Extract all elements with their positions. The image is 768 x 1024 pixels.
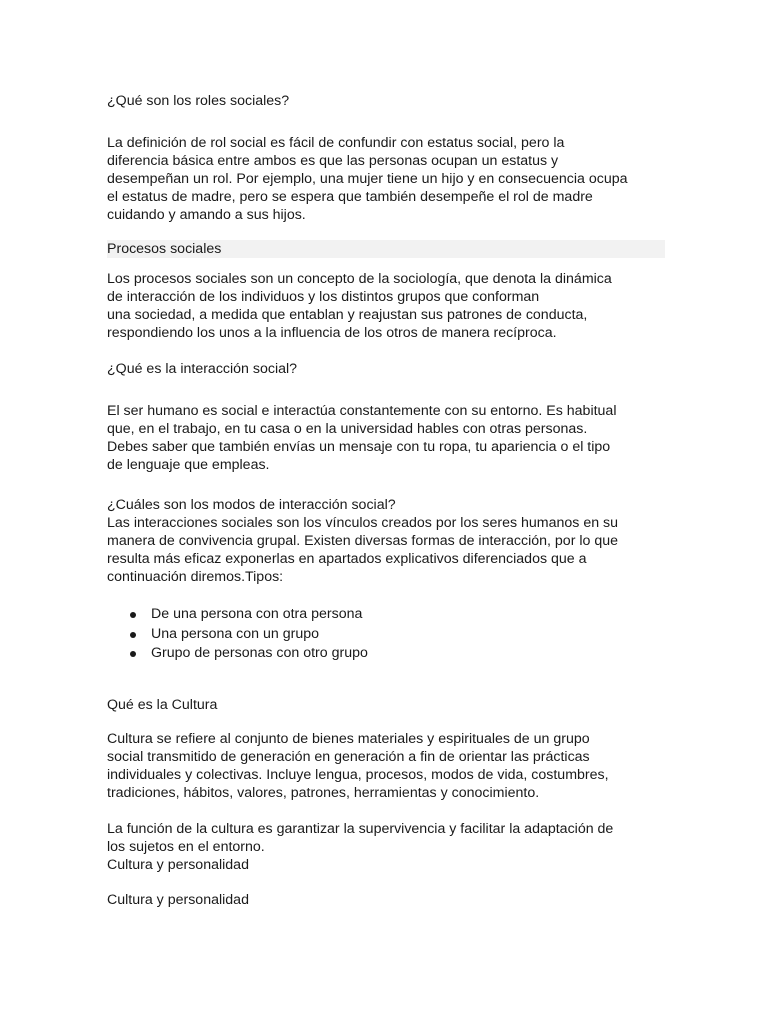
text-line: Los procesos sociales son un concepto de la sociología, que denota la dinámica: [107, 271, 612, 287]
text-line: cuidando y amando a sus hijos.: [107, 207, 306, 223]
text-line: el estatus de madre, pero se espera que también desempeñe el rol de madre: [107, 189, 593, 205]
text-line: de interacción de los individuos y los distintos grupos que conforman: [107, 289, 540, 305]
heading-que-es-la-cultura: Qué es la Cultura: [107, 696, 218, 713]
text-line: La definición de rol social es fácil de confundir con estatus social, pero la: [107, 135, 565, 151]
paragraph-roles-sociales: [107, 134, 667, 224]
list-item: Una persona con un grupo: [151, 625, 667, 645]
text-line: respondiendo los unos a la influencia de los otros de manera recíproca.: [107, 325, 557, 341]
list-item: De una persona con otra persona: [151, 605, 667, 625]
text-line: los sujetos en el entorno.: [107, 838, 265, 855]
text-line: individuales y colectivas. Incluye lengua, procesos, modos de vida, costumbres,: [107, 766, 609, 783]
text-line: desempeñan un rol. Por ejemplo, una mujer tiene un hijo y en consecuencia ocupa: [107, 171, 628, 187]
text-line: de lenguaje que empleas.: [107, 457, 270, 473]
paragraph-interaccion-social: [107, 402, 667, 474]
heading-cultura-personalidad: Cultura y personalidad: [107, 856, 249, 873]
question-interaccion-social: ¿Qué es la interacción social?: [107, 361, 298, 377]
paragraph-procesos-sociales: [107, 270, 667, 342]
heading-procesos-sociales: Procesos sociales: [107, 240, 665, 258]
text-line: social transmitido de generación en generación a fin de orientar las prácticas: [107, 748, 590, 765]
text-line: Debes saber que también envías un mensaje con tu ropa, tu apariencia o el tipo: [107, 439, 611, 455]
question-roles-sociales: ¿Qué son los roles sociales?: [107, 93, 290, 109]
text-line: Cultura se refiere al conjunto de bienes materiales y espirituales de un grupo: [107, 730, 590, 747]
heading-cultura-personalidad-repeat: Cultura y personalidad: [107, 891, 249, 908]
text-line: manera de convivencia grupal. Existen diversas formas de interacción, por lo que: [107, 533, 619, 549]
text-line: El ser humano es social e interactúa constantemente con su entorno. Es habitual: [107, 403, 617, 419]
tipos-list: [107, 605, 667, 664]
text-line: diferencia básica entre ambos es que las personas ocupan un estatus y: [107, 153, 559, 169]
paragraph-funcion-cultura: [107, 820, 667, 856]
text-line: una sociedad, a medida que entablan y reajustan sus patrones de conducta,: [107, 307, 588, 323]
text-line: Las interacciones sociales son los vínculos creados por los seres humanos en su: [107, 515, 619, 531]
text-line: que, en el trabajo, en tu casa o en la universidad hables con otras personas.: [107, 421, 588, 437]
list-item: Grupo de personas con otro grupo: [151, 644, 667, 664]
text-line: continuación diremos.Tipos:: [107, 569, 284, 585]
text-line: resulta más eficaz exponerlas en apartados explicativos diferenciados que a: [107, 551, 587, 567]
paragraph-cultura: [107, 730, 667, 802]
document-page: [107, 92, 667, 909]
text-line: tradiciones, hábitos, valores, patrones, herramientas y conocimiento.: [107, 784, 540, 801]
question-modos-interaccion: ¿Cuáles son los modos de interacción social?: [107, 497, 396, 513]
text-line: La función de la cultura es garantizar la supervivencia y facilitar la adaptación de: [107, 820, 614, 837]
paragraph-modos-interaccion: [107, 514, 667, 586]
